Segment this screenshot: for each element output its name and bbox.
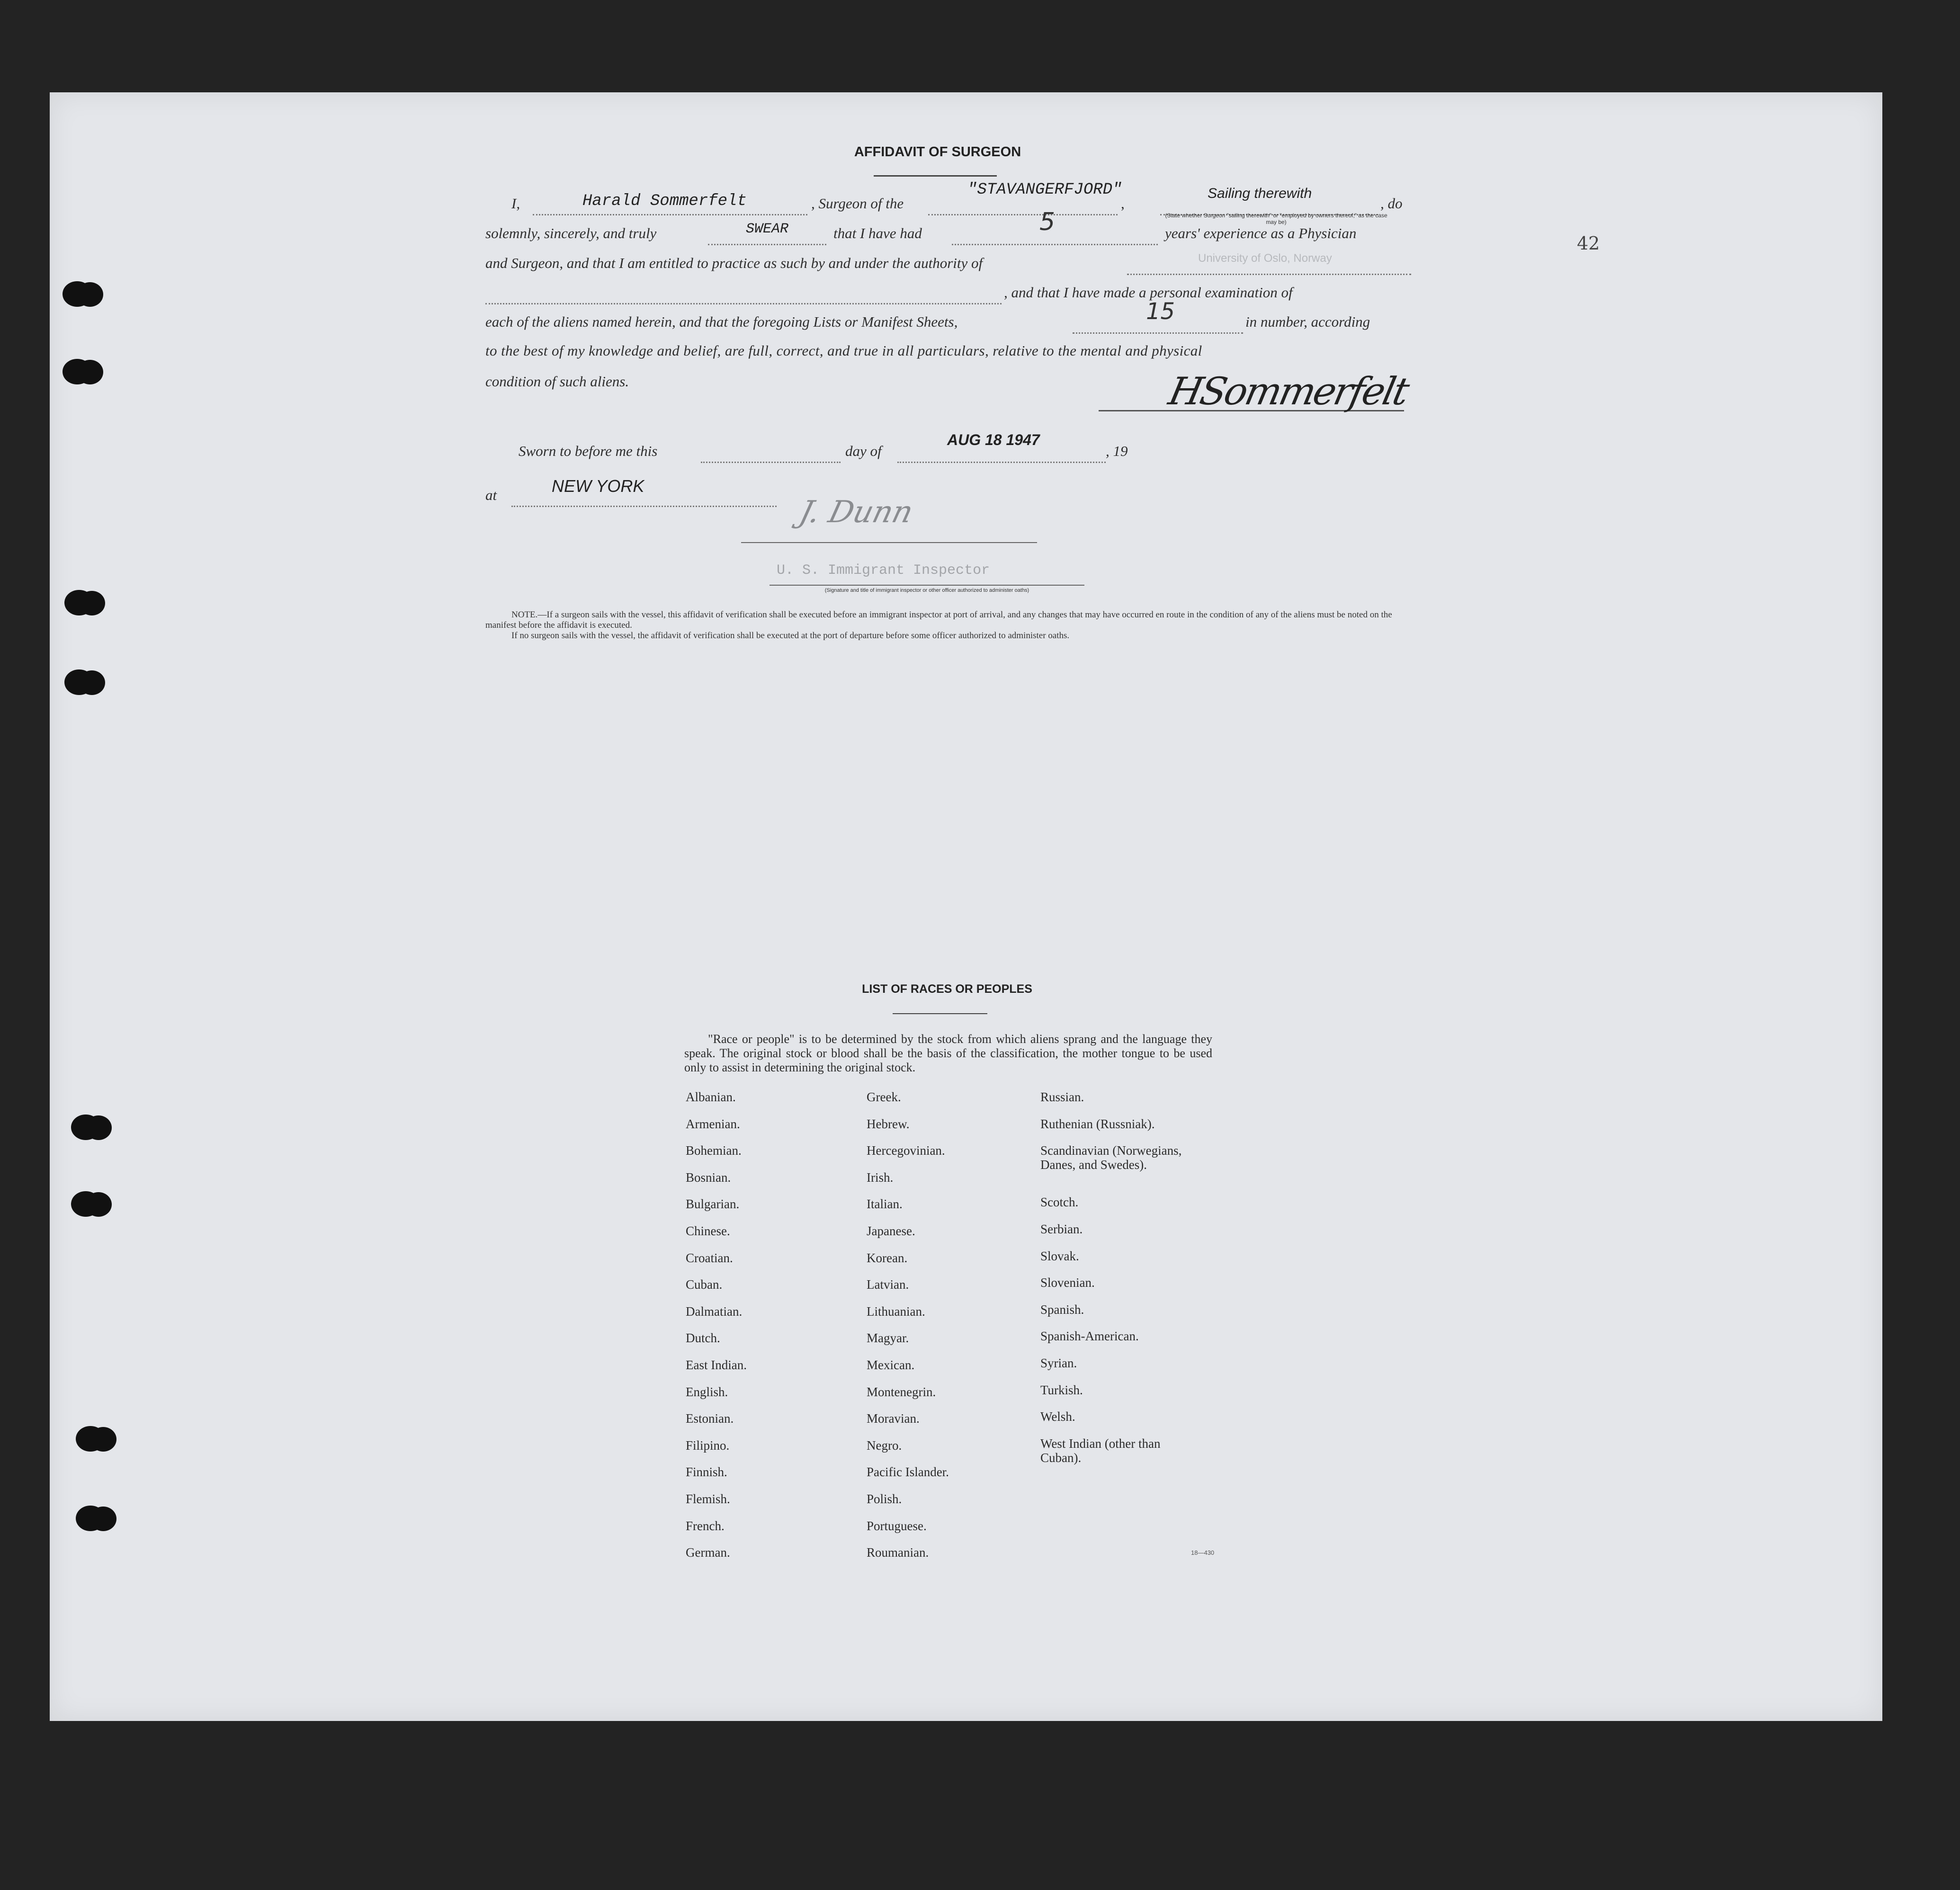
lead-text: solemnly, sincerely, and truly — [485, 225, 657, 241]
title-rule — [874, 175, 997, 177]
affidavit-line-4 — [485, 284, 1432, 308]
race-item: Irish. — [867, 1170, 894, 1185]
race-item: Syrian. — [1040, 1356, 1077, 1370]
race-item: Korean. — [867, 1251, 908, 1265]
race-item: Slovenian. — [1040, 1275, 1095, 1290]
race-item: Flemish. — [686, 1492, 730, 1506]
race-item: Welsh. — [1040, 1409, 1075, 1424]
binder-hole — [64, 590, 94, 615]
race-item: Scandinavian (Norwegians, — [1040, 1143, 1182, 1158]
surgeon-name: Harald Sommerfelt — [582, 192, 747, 210]
oath-word: SWEAR — [746, 221, 789, 237]
race-item: Bosnian. — [686, 1170, 731, 1185]
race-item: Bulgarian. — [686, 1197, 740, 1211]
affidavit-line-3 — [485, 252, 1432, 278]
binder-hole — [71, 1114, 100, 1140]
race-item: West Indian (other than — [1040, 1436, 1161, 1451]
affidavit-note — [485, 610, 1404, 641]
surgeon-signature: HSommerfelt — [1165, 369, 1412, 413]
race-item: Filipino. — [686, 1438, 730, 1453]
race-item: Russian. — [1040, 1090, 1084, 1104]
form-number: 18—430 — [1191, 1549, 1215, 1556]
race-item: Latvian. — [867, 1277, 909, 1292]
race-item: Serbian. — [1040, 1222, 1083, 1236]
races-title-rule — [893, 1013, 987, 1014]
years-handwritten: 5 — [1039, 208, 1056, 236]
race-item: Negro. — [867, 1438, 902, 1453]
place-stamp: NEW YORK — [552, 476, 644, 496]
race-item: German. — [686, 1545, 730, 1560]
affidavit-title: AFFIDAVIT OF SURGEON — [854, 144, 1021, 160]
race-item: Bohemian. — [686, 1143, 742, 1158]
race-item: Armenian. — [686, 1117, 740, 1131]
day-field — [701, 444, 841, 463]
inspector-title-line — [770, 585, 1084, 586]
inspector-note: (Signature and title of immigrant inspector or other officer authorized to administer oaths) — [824, 588, 1029, 593]
race-item: French. — [686, 1519, 725, 1533]
race-item: Estonian. — [686, 1411, 734, 1426]
race-item: Mexican. — [867, 1358, 915, 1372]
sworn-lead: Sworn to before me this — [519, 443, 658, 459]
inspector-signature: J. Dunn — [796, 495, 917, 530]
race-item: Croatian. — [686, 1251, 733, 1265]
status-note: (State whether Surgeon "sailing therewith" or "employed by owners thereof," as the case may be) — [1165, 212, 1387, 225]
binder-hole — [64, 669, 94, 695]
binder-hole — [76, 1506, 105, 1531]
race-item: Finnish. — [686, 1465, 727, 1479]
race-item: Japanese. — [867, 1224, 915, 1238]
note-paragraph-2: If no surgeon sails with the vessel, the affidavit of verification shall be executed at the port of departure before some officer authorized to administer oaths. — [511, 631, 1070, 641]
race-item: Hercegovinian. — [867, 1143, 945, 1158]
page-number: 42 — [1577, 233, 1600, 254]
race-item: Dalmatian. — [686, 1304, 743, 1319]
do-text: , do — [1380, 195, 1403, 212]
binder-hole — [63, 281, 92, 307]
race-item: Cuban. — [686, 1277, 723, 1292]
race-item: Italian. — [867, 1197, 903, 1211]
ship-field — [928, 196, 1118, 215]
race-item: Danes, and Swedes). — [1040, 1158, 1147, 1172]
affidavit-line-5 — [485, 298, 1432, 337]
mid-text: that I have had — [833, 225, 922, 241]
race-item: Spanish. — [1040, 1302, 1084, 1317]
binder-hole — [63, 359, 92, 384]
end-text: years' experience as a Physician — [1165, 225, 1357, 241]
race-item: Chinese. — [686, 1224, 730, 1238]
race-item: Pacific Islander. — [867, 1465, 949, 1479]
races-title: LIST OF RACES OR PEOPLES — [862, 982, 1032, 996]
race-item: Hebrew. — [867, 1117, 910, 1131]
race-item: Roumanian. — [867, 1545, 929, 1560]
end-text: in number, according — [1245, 313, 1370, 330]
ship-name: "STAVANGERFJORD" — [967, 181, 1122, 199]
race-item: Magyar. — [867, 1331, 909, 1345]
authority-faint: University of Oslo, Norway — [1198, 252, 1332, 265]
race-item: Lithuanian. — [867, 1304, 925, 1319]
binder-hole — [76, 1426, 105, 1452]
sheets-count: 15 — [1146, 298, 1175, 325]
line-text: , and that I have made a personal examination of — [1004, 284, 1293, 301]
year-text: , 19 — [1106, 443, 1128, 459]
race-item: Slovak. — [1040, 1249, 1079, 1263]
note-paragraph-1: NOTE.—If a surgeon sails with the vessel, this affidavit of verification shall be executed before an immigrant inspector at port of arrival, and any changes that may have occurred en route in the condition of any of the aliens must be noted on the manifest before the affidavit is executed. — [485, 610, 1392, 630]
place-line — [485, 476, 817, 510]
affidavit-line-1: I, Harald Sommerfelt , Surgeon of the "STAVANGERFJORD" , Sailing therewith , do — [485, 195, 1432, 219]
race-item: Dutch. — [686, 1331, 720, 1345]
inspector-title: U. S. Immigrant Inspector — [777, 562, 990, 579]
at-text: at — [485, 487, 497, 503]
race-item: English. — [686, 1385, 728, 1399]
race-item: East Indian. — [686, 1358, 747, 1372]
race-item: Albanian. — [686, 1090, 736, 1104]
race-item: Ruthenian (Russniak). — [1040, 1117, 1155, 1131]
race-item: Greek. — [867, 1090, 901, 1104]
surgeon-of-text: , Surgeon of the — [811, 195, 904, 212]
authority-continuation-field — [485, 285, 1002, 304]
race-item: Scotch. — [1040, 1195, 1079, 1209]
sworn-line — [485, 431, 1196, 466]
race-item: Moravian. — [867, 1411, 920, 1426]
race-item: Polish. — [867, 1492, 902, 1506]
race-item: Turkish. — [1040, 1383, 1083, 1397]
line-text: and Surgeon, and that I am entitled to practice as such by and under the authority of — [485, 255, 983, 271]
sworn-date-stamp: AUG 18 1947 — [947, 431, 1040, 448]
line-text: each of the aliens named herein, and that the foregoing Lists or Manifest Sheets, — [485, 313, 958, 330]
race-item: Portuguese. — [867, 1519, 927, 1533]
lead-text: I, — [511, 195, 520, 212]
race-item: Cuban). — [1040, 1451, 1082, 1465]
affidavit-line-6: to the best of my knowledge and belief, are full, correct, and true in all particulars, relative to the mental and physical — [485, 342, 1202, 359]
binder-hole — [71, 1191, 100, 1217]
inspector-signature-line — [741, 542, 1037, 543]
races-intro: "Race or people" is to be determined by the stock from which aliens sprang and the language they speak. The original stock or blood shall be the basis of the classification, the mother tongue to be used only to assist in determining the original stock. — [684, 1032, 1212, 1074]
race-item: Spanish-American. — [1040, 1329, 1139, 1343]
day-of-text: day of — [845, 443, 882, 459]
race-item: Montenegrin. — [867, 1385, 936, 1399]
surgeon-status: Sailing therewith — [1208, 186, 1312, 201]
affidavit-line-7: condition of such aliens. — [485, 373, 629, 390]
